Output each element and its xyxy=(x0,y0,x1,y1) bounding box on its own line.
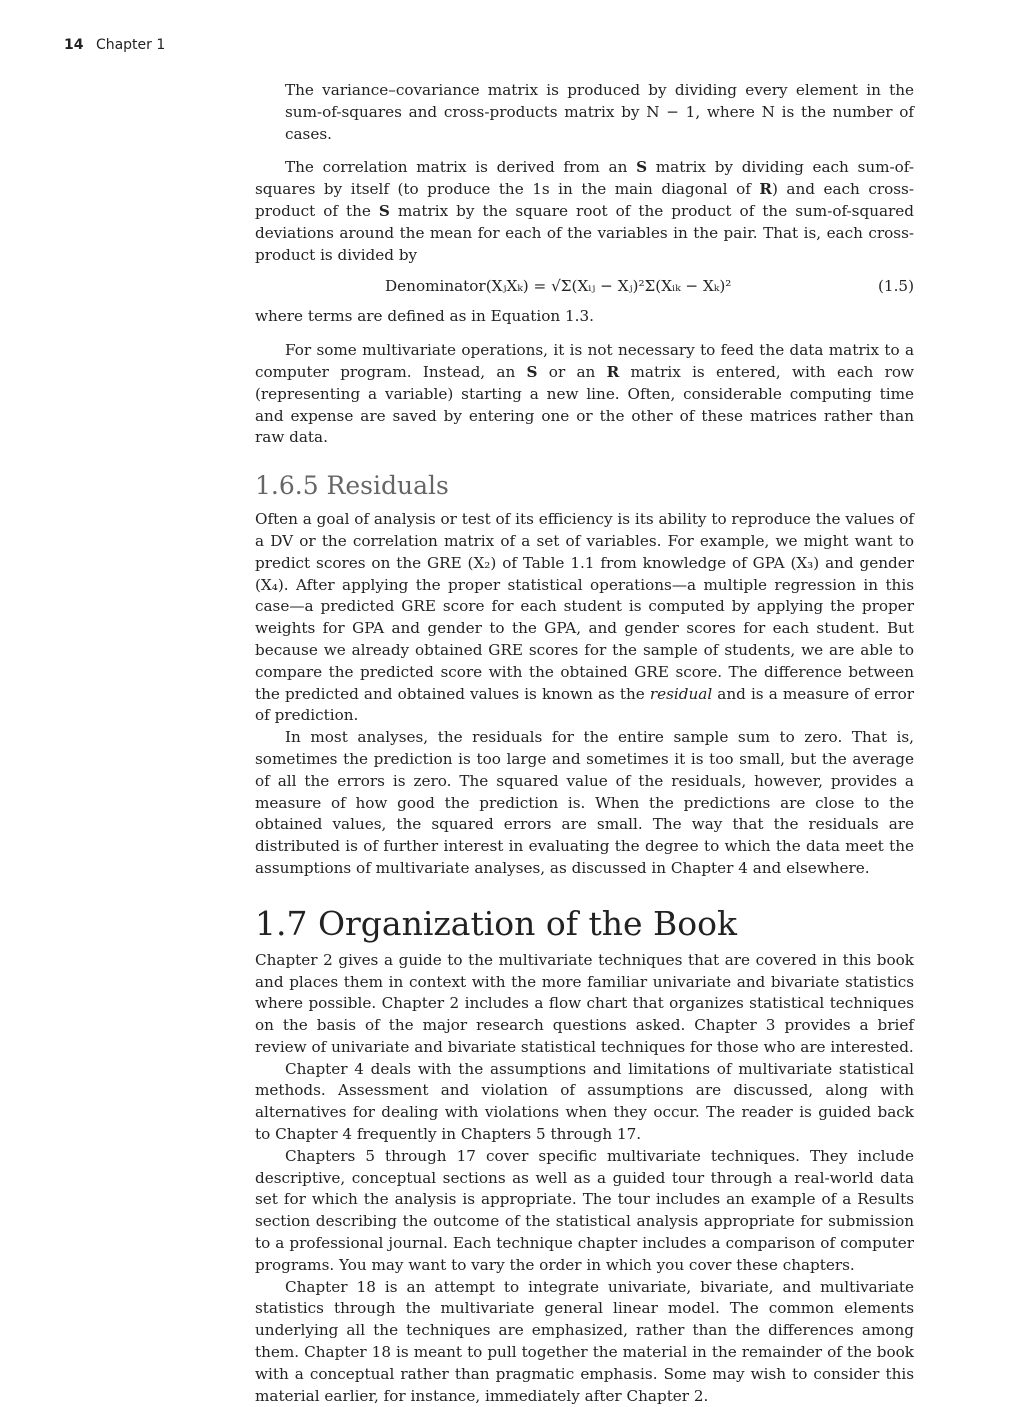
paragraph-organization-ch18: Chapter 18 is an attempt to integrate univariate, bivariate, and multivariate statistics through the multivariate general linear model. The common elements underlying all the techniques are emphasized, rather than the differences among them. Chapter 18 is meant to pull together the material in the remainder of the book with a conceptual rather than pragmatic emphasis. Some may wish to consider this material earlier, for instance, immediately after Chapter 2. xyxy=(255,1277,914,1405)
paragraph-organization-ch2: Chapter 2 gives a guide to the multivariate techniques that are covered in this book and places them in context with the more familiar univariate and bivariate statistics where possible. Chapter 2 includes a flow chart that organizes statistical techniques on the basis of the major research questions asked. Chapter 3 provides a brief review of univariate and bivariate statistical techniques for those who are interested. xyxy=(255,950,914,1056)
paragraph-organization-ch4: Chapter 4 deals with the assumptions and limitations of multivariate statistical methods. Assessment and violation of assumptions are discussed, along with alternatives for dealing with violations when they occur. The reader is guided back to Chapter 4 frequently in Chapters 5 through 17. xyxy=(255,1059,914,1144)
equation-body: Denominator(XⱼXₖ) = √Σ(Xᵢⱼ − Xⱼ)²Σ(Xᵢₖ − Xₖ)² xyxy=(385,277,732,296)
paragraph-correlation-matrix: The correlation matrix is derived from an S matrix by dividing each sum-of-squares by itself (to produce the 1s in the main diagonal of R) and each cross-product of the S matrix by the square root of the product of the sum-of-squared deviations around the mean for each of the variables in the pair. That is, each cross-product is divided by xyxy=(255,158,915,264)
chapter-label: Chapter 1 xyxy=(95,37,166,53)
paragraph-terms-defined: where terms are defined as in Equation 1.3. xyxy=(255,307,594,326)
paragraph-variance-covariance: The variance–covariance matrix is produced by dividing every element in the sum-of-squares and cross-products matrix by N − 1, where N is the number of cases. xyxy=(285,81,914,143)
running-head xyxy=(64,37,165,53)
page-body xyxy=(255,80,914,1407)
paragraph-residuals-intro: Often a goal of analysis or test of its efficiency is its ability to reproduce the values of a DV or the correlation matrix of a set of variables. For example, we might want to predict scores on the GRE (X₂) of Table 1.1 from knowledge of GPA (X₃) and gender (X₄). After applying the proper statistical operations—a multiple regression in this case—a predicted GRE score for each student is computed by applying the proper weights for GPA and gender to the GPA, and gender scores for each student. But because we already obtained GRE scores for the sample of students, we are able to compare the predicted score with the obtained GRE score. The difference between the predicted and obtained values is known as the residual and is a measure of error of prediction. xyxy=(255,510,914,725)
heading-organization: 1.7 Organization of the Book xyxy=(255,903,737,943)
equation-1-5 xyxy=(255,270,914,304)
paragraph-multivariate-operations: For some multivariate operations, it is not necessary to feed the data matrix to a computer program. Instead, an S or an R matrix is entered, with each row (representing a variable) starting a new line. Often, considerable computing time and expense are saved by entering one or the other of these matrices rather than raw data. xyxy=(255,341,914,447)
paragraph-organization-ch5-17: Chapters 5 through 17 cover specific multivariate techniques. They include descriptive, conceptual sections as well as a guided tour through a real-world data set for which the analysis is appropriate. The tour includes an example of a Results section describing the outcome of the statistical analysis appropriate for submission to a professional journal. Each technique chapter includes a comparison of computer programs. You may want to vary the order in which you cover these chapters. xyxy=(255,1146,914,1274)
paragraph-residuals-sum: In most analyses, the residuals for the entire sample sum to zero. That is, sometimes the prediction is too large and sometimes it is too small, but the average of all the errors is zero. The squared value of the residuals, however, provides a measure of how good the prediction is. When the predictions are close to the obtained values, the squared errors are small. The way that the residuals are distributed is of further interest in evaluating the degree to which the data meet the assumptions of multivariate analyses, as discussed in Chapter 4 and elsewhere. xyxy=(255,728,914,877)
page-number: 14 xyxy=(64,37,84,53)
heading-residuals: 1.6.5 Residuals xyxy=(255,471,449,501)
equation-number: (1.5) xyxy=(877,277,914,296)
